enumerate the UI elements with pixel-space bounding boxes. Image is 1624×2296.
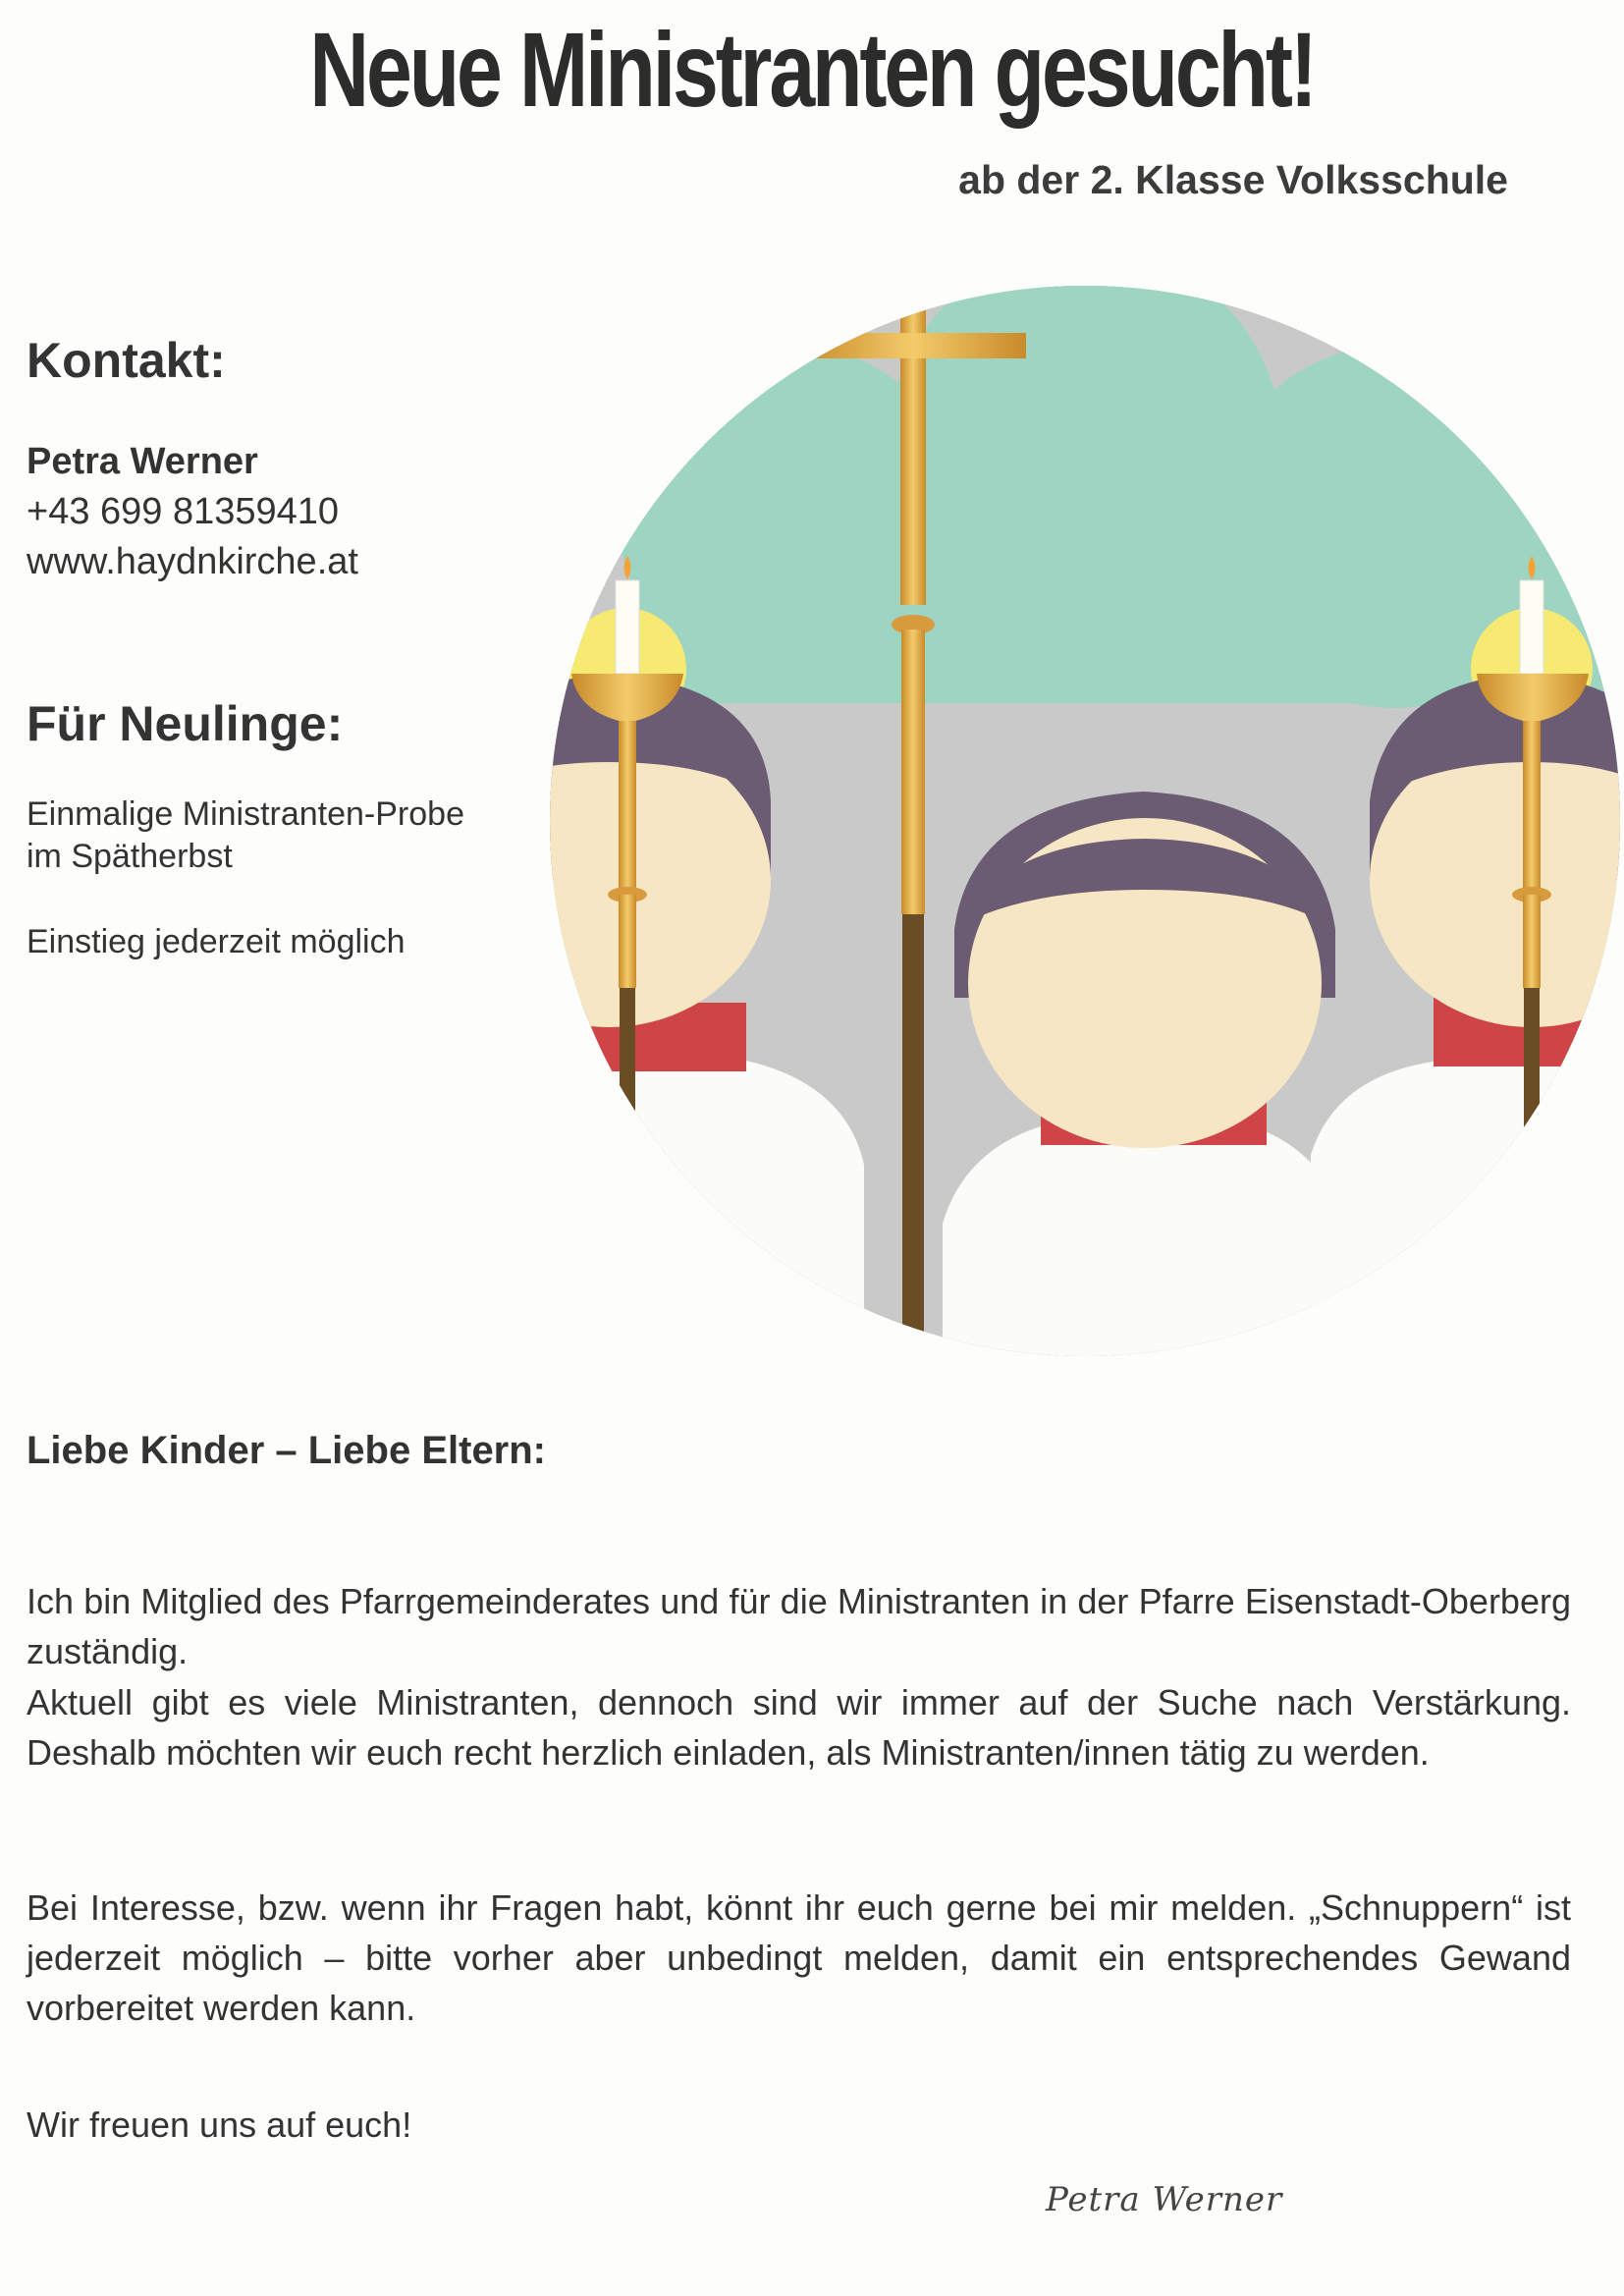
newcomers-heading: Für Neulinge: (27, 696, 344, 751)
newcomers-item-rehearsal: Einmalige Ministranten-Probe im Spätherbst (27, 795, 464, 875)
contact-phone: +43 699 81359410 (27, 491, 340, 532)
page-title: Neue Ministranten gesucht! (309, 10, 1315, 129)
letter-paragraph-3: Bei Interesse, bzw. wenn ihr Fragen habt, könnt ihr euch gerne bei mir melden. „Schnuppern“ ist jederzeit möglich – bitte vorher aber unbedingt melden, damit ein entsprechendes Gewand vorbereitet werden kann. (27, 1887, 1571, 2028)
newcomers-item-entry: Einstieg jederzeit möglich (27, 923, 406, 960)
letter-paragraph-2: Aktuell gibt es viele Ministranten, dennoch sind wir immer auf der Suche nach Verstärkung. Deshalb möchten wir euch recht herzlich einladen, als Ministranten/innen tätig zu werden. (27, 1682, 1571, 1773)
contact-website: www.haydnkirche.at (27, 541, 358, 582)
artwork (550, 251, 1620, 1356)
letter-greeting: Liebe Kinder – Liebe Eltern: (27, 1429, 547, 1472)
letter-closing: Wir freuen uns auf euch! (27, 2105, 412, 2145)
contact-name: Petra Werner (27, 441, 258, 482)
server-center (943, 792, 1345, 1356)
signature: Petra Werner (1046, 2180, 1283, 2219)
page-subtitle: ab der 2. Klasse Volksschule (958, 157, 1508, 202)
contact-block (27, 437, 478, 587)
contact-heading: Kontakt: (27, 333, 226, 388)
letter-paragraph-1: Ich bin Mitglied des Pfarrgemeinderates und für die Ministranten in der Pfarre Eisenstadt-Oberberg zuständig. (27, 1581, 1571, 1671)
